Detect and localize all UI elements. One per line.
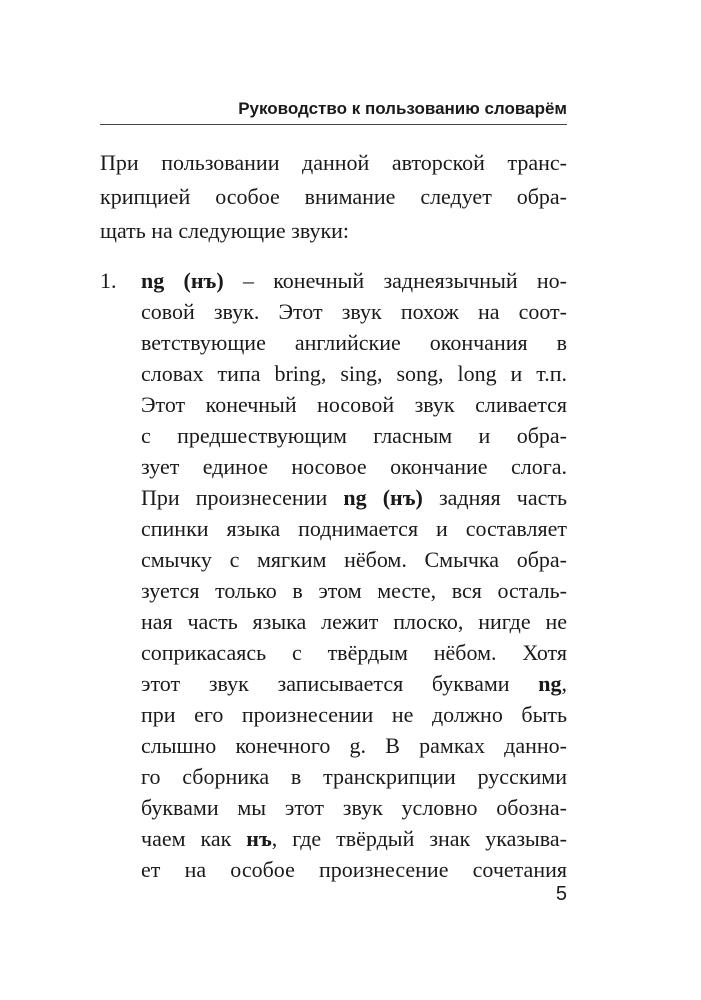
list-item-line: го сборника в транскрипции русскими (141, 764, 567, 789)
list-item-line: ная часть языка лежит плоско, нигде не (141, 609, 567, 634)
intro-line: щать на следующие звуки: (100, 218, 350, 243)
list-item-line: Этот конечный носовой звук сливается (141, 392, 567, 417)
list-item-line: слышно конечного g. В рамках данно- (141, 733, 567, 758)
bold-term: ng (нъ) (343, 485, 423, 510)
running-head-rule (100, 124, 567, 125)
list-item-line: ветствующие английские окончания в (141, 330, 567, 355)
list-item-line: буквами мы этот звук условно обозна- (141, 795, 567, 820)
list-item-line: с предшествующим гласным и обра- (141, 423, 567, 448)
list-item-line: при его произнесении не должно быть (141, 702, 567, 727)
list-item-line: спинки языка поднимается и составляет (141, 516, 567, 541)
list-item-line: зует единое носовое окончание слога. (141, 454, 567, 479)
intro-line: При пользовании данной авторской транс- (100, 150, 567, 175)
list-item-line: При произнесении ng (нъ) задняя часть (141, 485, 567, 510)
bold-term: нъ (246, 826, 272, 851)
list-item-line: зуется только в этом месте, вся осталь- (141, 578, 567, 603)
list-item-line: соприкасаясь с твёрдым нёбом. Хотя (141, 640, 567, 665)
list-item-line: ет на особое произнесение сочетания (141, 857, 567, 882)
list-item-number: 1. (100, 268, 117, 293)
bold-term: ng (538, 671, 562, 696)
list-item-line: чаем как нъ, где твёрдый знак указыва- (141, 826, 568, 851)
list-item-line: этот звук записывается буквами ng, (141, 671, 567, 696)
list-item-line: совой звук. Этот звук похож на соот- (141, 299, 567, 324)
list-item-line: смычку с мягким нёбом. Смычка обра- (141, 547, 567, 572)
list-item-line: ng (нъ) – конечный заднеязычный но- (141, 268, 567, 293)
running-head: Руководство к пользованию словарём (238, 99, 567, 118)
list-item-line: словах типа bring, sing, song, long и т.п. (141, 361, 567, 386)
bold-term: ng (нъ) (141, 268, 224, 293)
intro-line: крипцией особое внимание следует обра- (100, 184, 567, 209)
page-number: 5 (555, 883, 567, 905)
